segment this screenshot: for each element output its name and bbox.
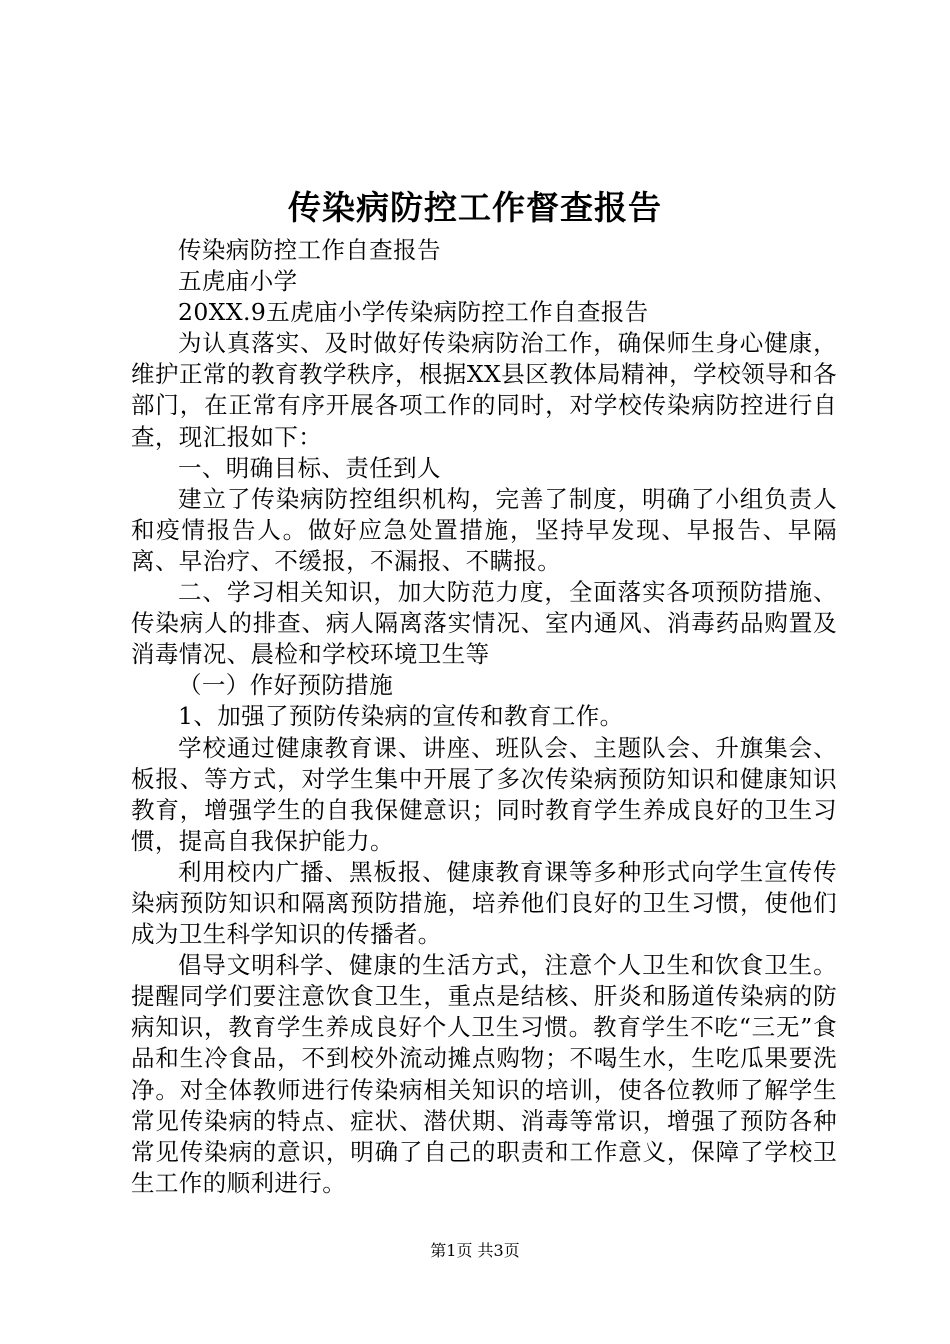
document-body	[131, 235, 837, 1199]
subsection-heading-1: （一）作好预防措施	[178, 671, 394, 700]
page-number-footer: 第1页 共3页	[430, 1241, 520, 1260]
document-title: 传染病防控工作督查报告	[288, 188, 662, 227]
paragraph-health-education: 学校通过健康教育课、讲座、班队会、主题队会、升旗集会、板报、等方式，对学生集中开展了多次传染病预防知识和健康知识教育，增强学生的自我保健意识；同时教育学生养成良好的卫生习惯，提高自我保护能力。	[131, 733, 837, 855]
section-heading-2: 二、学习相关知识，加大防范力度，全面落实各项预防措施、传染病人的排查、病人隔离落实情况、室内通风、消毒药品购置及消毒情况、晨检和学校环境卫生等	[131, 578, 837, 669]
paragraph-hygiene: 倡导文明科学、健康的生活方式，注意个人卫生和饮食卫生。提醒同学们要注意饮食卫生，重点是结核、肝炎和肠道传染病的防病知识，教育学生养成良好个人卫生习惯。教育学生不吃“三无”食品和生冷食品，不到校外流动摊点购物；不喝生水，生吃瓜果要洗净。对全体教师进行传染病相关知识的培训，使各位教师了解学生常见传染病的特点、症状、潜伏期、消毒等常识，增强了预防各种常见传染病的意识，明确了自己的职责和工作意义，保障了学校卫生工作的顺利进行。	[131, 951, 837, 1197]
paragraph-report-heading: 传染病防控工作自查报告	[178, 236, 441, 264]
paragraph-publicity: 利用校内广播、黑板报、健康教育课等多种形式向学生宣传传染病预防知识和隔离预防措施，培养他们良好的卫生习惯，使他们成为卫生科学知识的传播者。	[131, 857, 837, 949]
paragraph-introduction: 为认真落实、及时做好传染病防治工作，确保师生身心健康，维护正常的教育教学秩序，根据XX县区教体局精神，学校领导和各部门，在正常有序开展各项工作的同时，对学校传染病防控进行自查，现汇报如下：	[131, 329, 837, 451]
section-heading-1: 一、明确目标、责任到人	[178, 453, 441, 482]
paragraph-organization: 建立了传染病防控组织机构，完善了制度，明确了小组负责人和疫情报告人。做好应急处置措施，坚持早发现、早报告、早隔离、早治疗、不缓报，不漏报、不瞒报。	[131, 484, 837, 575]
item-heading-1: 1、加强了预防传染病的宣传和教育工作。	[178, 702, 624, 731]
paragraph-report-date: 20XX.9五虎庙小学传染病防控工作自查报告	[178, 298, 649, 327]
paragraph-school-name: 五虎庙小学	[178, 267, 298, 296]
